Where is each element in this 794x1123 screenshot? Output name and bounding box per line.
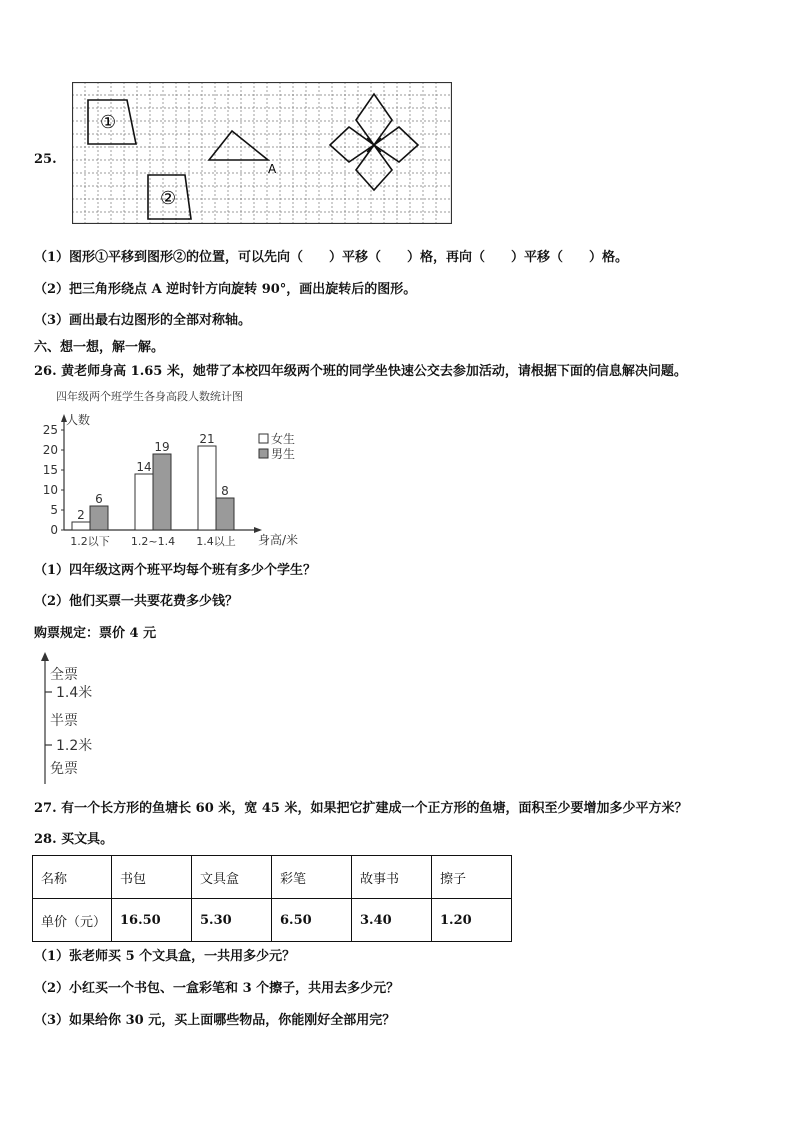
table-cell: 故事书 (352, 856, 432, 899)
bar (135, 474, 153, 530)
q26-sub1: （1）四年级这两个班平均每个班有多少个学生？ (34, 563, 317, 578)
chart-xlabel: 身高/米 (258, 533, 299, 547)
label-half-ticket: 半票 (50, 713, 78, 729)
table-cell: 1.20 (432, 899, 512, 942)
bar (198, 446, 216, 530)
label-free-ticket: 免票 (50, 761, 78, 777)
table-cell: 文具盒 (192, 856, 272, 899)
question-27 (34, 801, 687, 817)
flower-center (367, 138, 381, 152)
legend-swatch (259, 449, 268, 458)
bar-value-label: 6 (95, 492, 103, 506)
table-cell: 5.30 (192, 899, 272, 942)
bar-value-label: 8 (221, 484, 229, 498)
bar (90, 506, 108, 530)
price-table (32, 855, 512, 942)
x-category-label: 1.2以下 (70, 535, 110, 548)
table-row-prices (33, 899, 512, 942)
grid-border (73, 83, 452, 224)
q28-sub3: （3）如果给你 30 元，买上面哪些物品，你能刚好全部用完？ (34, 1013, 396, 1028)
label-mark-high: 1.4米 (56, 685, 93, 701)
triangle (209, 131, 268, 160)
bar-value-label: 21 (199, 432, 215, 446)
legend-swatch (259, 434, 268, 443)
q25-sub3: （3）画出最右边图形的全部对称轴。 (34, 313, 252, 328)
flower-shape (330, 94, 418, 190)
bar-value-label: 19 (154, 440, 170, 454)
table-cell: 彩笔 (272, 856, 352, 899)
label-mark-low: 1.2米 (56, 738, 93, 754)
table-row-header (33, 856, 512, 899)
table-cell: 16.50 (112, 899, 192, 942)
question-27-text: 有一个长方形的鱼塘长 60 米，宽 45 米，如果把它扩建成一个正方形的鱼塘，面积至少要增加多少平方米？ (61, 801, 688, 816)
grid-figure (72, 82, 452, 224)
table-cell: 书包 (112, 856, 192, 899)
legend-label: 女生 (271, 432, 296, 446)
y-tick-label: 15 (42, 463, 58, 477)
dotted-grid (72, 82, 452, 224)
q28-sub2: （2）小红买一个书包、一盒彩笔和 3 个擦子，共用去多少元？ (34, 981, 400, 996)
q28-sub1: （1）张老师买 5 个文具盒，一共用多少元？ (34, 949, 296, 964)
ticket-diagram (36, 652, 136, 787)
y-tick-label: 20 (42, 443, 58, 457)
question-28-text: 买文具。 (61, 832, 114, 847)
table-cell: 3.40 (352, 899, 432, 942)
table-cell: 擦子 (432, 856, 512, 899)
question-27-number: 27. (34, 801, 57, 816)
y-tick-label: 0 (50, 523, 58, 537)
question-28 (34, 832, 113, 848)
ticket-axis-arrow (41, 652, 49, 661)
shape-2-label: ② (160, 188, 177, 209)
bar-value-label: 14 (136, 460, 152, 474)
shape-1-label: ① (100, 112, 117, 133)
y-tick-label: 25 (42, 423, 58, 437)
question-26-number: 26. (34, 364, 57, 379)
q25-sub2: （2）把三角形绕点 A 逆时针方向旋转 90°，画出旋转后的图形。 (34, 282, 417, 297)
q26-sub2: （2）他们买票一共要花费多少钱？ (34, 594, 239, 609)
chart-title: 四年级两个班学生各身高段人数统计图 (56, 390, 243, 403)
question-26-text: 黄老师身高 1.65 米，她带了本校四年级两个班的同学坐快速公交去参加活动，请根据下面的信息解决问题。 (61, 364, 687, 379)
question-25-number: 25. (34, 152, 57, 167)
section-6-title: 六、想一想，解一解。 (34, 340, 165, 355)
height-bar-chart (34, 384, 314, 554)
table-cell: 名称 (33, 856, 112, 899)
question-28-number: 28. (34, 832, 57, 847)
table-cell: 6.50 (272, 899, 352, 942)
y-tick-label: 10 (42, 483, 58, 497)
x-category-label: 1.4以上 (196, 535, 236, 548)
question-26 (34, 364, 687, 380)
chart-ylabel: 人数 (66, 413, 91, 427)
bar (153, 454, 171, 530)
ticket-rule: 购票规定：票价 4 元 (34, 626, 157, 641)
point-a-label: A (268, 162, 277, 176)
table-cell: 单价（元） (33, 899, 112, 942)
x-category-label: 1.2~1.4 (130, 535, 176, 548)
label-full-ticket: 全票 (50, 667, 78, 683)
y-tick-label: 5 (50, 503, 58, 517)
legend-label: 男生 (271, 447, 296, 461)
bar (216, 498, 234, 530)
bar-value-label: 2 (77, 508, 85, 522)
bar (72, 522, 90, 530)
q25-sub1: （1）图形①平移到图形②的位置，可以先向（ ）平移（ ）格，再向（ ）平移（ ）格。 (34, 250, 629, 265)
